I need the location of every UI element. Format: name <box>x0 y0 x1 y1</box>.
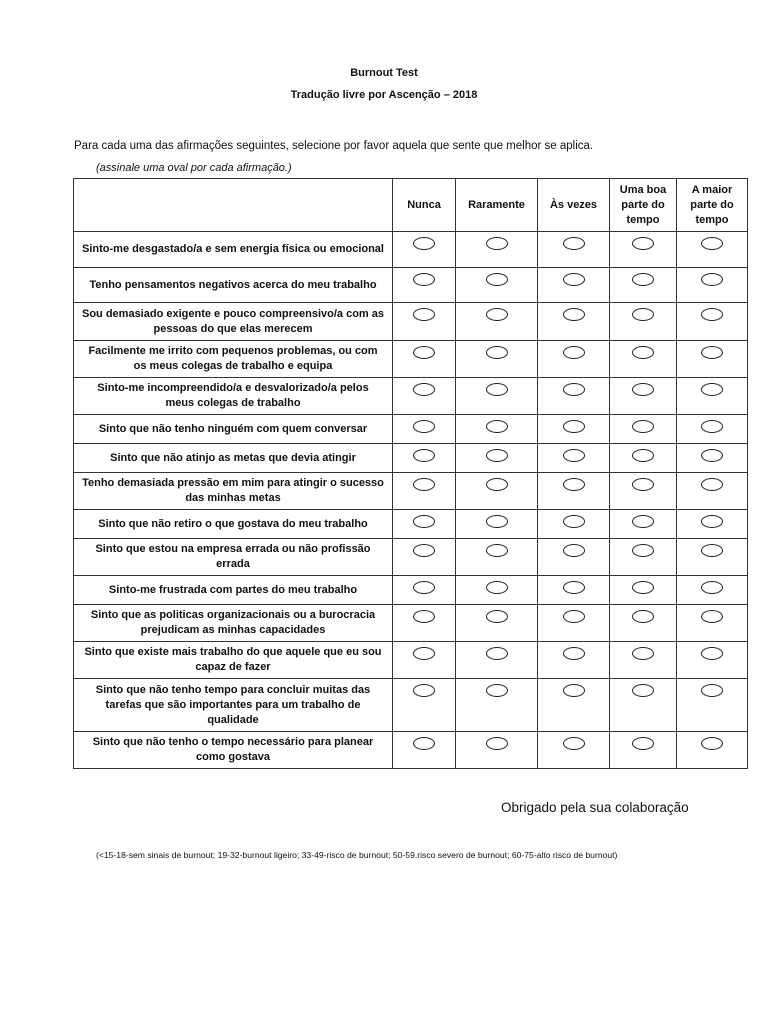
thank-you-note: Obrigado pela sua colaboração <box>501 800 689 815</box>
option-cell-a-maior-parte <box>677 732 748 769</box>
answer-oval-a-maior-parte[interactable] <box>701 544 723 557</box>
option-cell-as-vezes <box>538 303 610 341</box>
option-cell-uma-boa-parte <box>610 415 677 444</box>
option-cell-uma-boa-parte <box>610 539 677 576</box>
option-cell-as-vezes <box>538 732 610 769</box>
statement-row <box>74 303 748 341</box>
answer-oval-a-maior-parte[interactable] <box>701 449 723 462</box>
option-cell-a-maior-parte <box>677 444 748 473</box>
answer-oval-raramente[interactable] <box>486 273 508 286</box>
answer-oval-raramente[interactable] <box>486 610 508 623</box>
option-cell-a-maior-parte <box>677 473 748 510</box>
answer-oval-as-vezes[interactable] <box>563 478 585 491</box>
answer-oval-nunca[interactable] <box>413 237 435 250</box>
statement-row <box>74 378 748 415</box>
answer-oval-nunca[interactable] <box>413 449 435 462</box>
answer-oval-uma-boa-parte[interactable] <box>632 737 654 750</box>
header-row <box>74 179 748 232</box>
option-cell-raramente <box>456 679 538 732</box>
answer-oval-uma-boa-parte[interactable] <box>632 420 654 433</box>
option-cell-raramente <box>456 268 538 303</box>
column-header-a-maior-parte <box>677 179 748 232</box>
answer-oval-raramente[interactable] <box>486 308 508 321</box>
answer-oval-uma-boa-parte[interactable] <box>632 237 654 250</box>
answer-oval-as-vezes[interactable] <box>563 647 585 660</box>
statement-text: Tenho pensamentos negativos acerca do meu trabalho <box>74 268 393 303</box>
column-header-uma-boa-parte-label: Uma boa parte do tempo <box>619 183 667 226</box>
statement-row <box>74 605 748 642</box>
answer-oval-a-maior-parte[interactable] <box>701 308 723 321</box>
statement-row <box>74 444 748 473</box>
statement-text: Tenho demasiada pressão em mim para atingir o sucesso das minhas metas <box>74 473 393 510</box>
burnout-questionnaire-table <box>73 178 748 769</box>
answer-oval-a-maior-parte[interactable] <box>701 383 723 396</box>
option-cell-nunca <box>393 642 456 679</box>
option-cell-as-vezes <box>538 378 610 415</box>
option-cell-a-maior-parte <box>677 268 748 303</box>
answer-oval-as-vezes[interactable] <box>563 610 585 623</box>
answer-oval-as-vezes[interactable] <box>563 581 585 594</box>
option-cell-uma-boa-parte <box>610 232 677 268</box>
option-cell-uma-boa-parte <box>610 510 677 539</box>
option-cell-raramente <box>456 415 538 444</box>
option-cell-a-maior-parte <box>677 303 748 341</box>
option-cell-nunca <box>393 303 456 341</box>
answer-oval-as-vezes[interactable] <box>563 420 585 433</box>
statement-row <box>74 642 748 679</box>
answer-oval-raramente[interactable] <box>486 237 508 250</box>
statement-text: Sinto que estou na empresa errada ou não profissão errada <box>74 539 393 576</box>
option-cell-nunca <box>393 510 456 539</box>
answer-oval-as-vezes[interactable] <box>563 273 585 286</box>
statement-row <box>74 510 748 539</box>
answer-oval-nunca[interactable] <box>413 383 435 396</box>
statement-text: Sinto-me desgastado/a e sem energia física ou emocional <box>74 232 393 268</box>
answer-oval-uma-boa-parte[interactable] <box>632 515 654 528</box>
answer-oval-raramente[interactable] <box>486 346 508 359</box>
statement-text: Sinto que não tenho tempo para concluir muitas das tarefas que são importantes para um trabalho de qualidade <box>74 679 393 732</box>
option-cell-as-vezes <box>538 232 610 268</box>
answer-oval-a-maior-parte[interactable] <box>701 420 723 433</box>
answer-oval-a-maior-parte[interactable] <box>701 737 723 750</box>
answer-oval-nunca[interactable] <box>413 610 435 623</box>
option-cell-raramente <box>456 473 538 510</box>
option-cell-nunca <box>393 268 456 303</box>
answer-oval-as-vezes[interactable] <box>563 544 585 557</box>
option-cell-uma-boa-parte <box>610 679 677 732</box>
answer-oval-as-vezes[interactable] <box>563 684 585 697</box>
instructions-hint: (assinale uma oval por cada afirmação.) <box>96 162 292 174</box>
answer-oval-nunca[interactable] <box>413 420 435 433</box>
statement-text: Sinto que as politicas organizacionais ou a burocracia prejudicam as minhas capacidades <box>74 605 393 642</box>
option-cell-a-maior-parte <box>677 642 748 679</box>
answer-oval-as-vezes[interactable] <box>563 308 585 321</box>
statement-header <box>74 179 393 232</box>
answer-oval-as-vezes[interactable] <box>563 515 585 528</box>
column-header-uma-boa-parte <box>610 179 677 232</box>
answer-oval-as-vezes[interactable] <box>563 383 585 396</box>
answer-oval-nunca[interactable] <box>413 544 435 557</box>
option-cell-a-maior-parte <box>677 415 748 444</box>
option-cell-raramente <box>456 539 538 576</box>
answer-oval-raramente[interactable] <box>486 383 508 396</box>
option-cell-nunca <box>393 679 456 732</box>
answer-oval-a-maior-parte[interactable] <box>701 581 723 594</box>
answer-oval-uma-boa-parte[interactable] <box>632 346 654 359</box>
option-cell-as-vezes <box>538 605 610 642</box>
statement-row <box>74 576 748 605</box>
document-subtitle: Tradução livre por Ascenção – 2018 <box>290 89 478 101</box>
option-cell-nunca <box>393 473 456 510</box>
option-cell-nunca <box>393 415 456 444</box>
option-cell-as-vezes <box>538 415 610 444</box>
answer-oval-nunca[interactable] <box>413 515 435 528</box>
answer-oval-nunca[interactable] <box>413 478 435 491</box>
option-cell-a-maior-parte <box>677 378 748 415</box>
option-cell-nunca <box>393 576 456 605</box>
answer-oval-nunca[interactable] <box>413 737 435 750</box>
answer-oval-a-maior-parte[interactable] <box>701 610 723 623</box>
option-cell-as-vezes <box>538 576 610 605</box>
option-cell-nunca <box>393 605 456 642</box>
answer-oval-uma-boa-parte[interactable] <box>632 647 654 660</box>
answer-oval-uma-boa-parte[interactable] <box>632 610 654 623</box>
statement-text: Sinto que não tenho ninguém com quem conversar <box>74 415 393 444</box>
statement-text: Sou demasiado exigente e pouco compreensivo/a com as pessoas do que elas merecem <box>74 303 393 341</box>
option-cell-as-vezes <box>538 473 610 510</box>
option-cell-uma-boa-parte <box>610 341 677 378</box>
option-cell-uma-boa-parte <box>610 473 677 510</box>
option-cell-uma-boa-parte <box>610 576 677 605</box>
document-title: Burnout Test <box>350 67 418 79</box>
option-cell-raramente <box>456 303 538 341</box>
answer-oval-raramente[interactable] <box>486 581 508 594</box>
option-cell-raramente <box>456 341 538 378</box>
answer-oval-uma-boa-parte[interactable] <box>632 581 654 594</box>
option-cell-as-vezes <box>538 268 610 303</box>
answer-oval-raramente[interactable] <box>486 647 508 660</box>
option-cell-raramente <box>456 732 538 769</box>
option-cell-a-maior-parte <box>677 679 748 732</box>
column-header-raramente: Raramente <box>456 179 538 232</box>
option-cell-raramente <box>456 510 538 539</box>
column-header-a-maior-parte-label: A maior parte do tempo <box>690 183 734 226</box>
answer-oval-a-maior-parte[interactable] <box>701 647 723 660</box>
statement-text: Sinto que existe mais trabalho do que aquele que eu sou capaz de fazer <box>74 642 393 679</box>
answer-oval-as-vezes[interactable] <box>563 449 585 462</box>
option-cell-a-maior-parte <box>677 232 748 268</box>
answer-oval-uma-boa-parte[interactable] <box>632 308 654 321</box>
option-cell-nunca <box>393 444 456 473</box>
answer-oval-uma-boa-parte[interactable] <box>632 449 654 462</box>
option-cell-uma-boa-parte <box>610 268 677 303</box>
option-cell-a-maior-parte <box>677 605 748 642</box>
statement-row <box>74 473 748 510</box>
option-cell-nunca <box>393 341 456 378</box>
answer-oval-nunca[interactable] <box>413 308 435 321</box>
answer-oval-raramente[interactable] <box>486 478 508 491</box>
answer-oval-uma-boa-parte[interactable] <box>632 273 654 286</box>
option-cell-as-vezes <box>538 642 610 679</box>
statement-row <box>74 415 748 444</box>
option-cell-uma-boa-parte <box>610 642 677 679</box>
answer-oval-a-maior-parte[interactable] <box>701 478 723 491</box>
statement-row <box>74 232 748 268</box>
statement-row <box>74 539 748 576</box>
option-cell-a-maior-parte <box>677 576 748 605</box>
option-cell-as-vezes <box>538 539 610 576</box>
option-cell-nunca <box>393 232 456 268</box>
answer-oval-raramente[interactable] <box>486 544 508 557</box>
statement-text: Sinto que não atinjo as metas que devia atingir <box>74 444 393 473</box>
option-cell-as-vezes <box>538 444 610 473</box>
answer-oval-uma-boa-parte[interactable] <box>632 383 654 396</box>
answer-oval-raramente[interactable] <box>486 449 508 462</box>
answer-oval-a-maior-parte[interactable] <box>701 273 723 286</box>
answer-oval-as-vezes[interactable] <box>563 737 585 750</box>
answer-oval-as-vezes[interactable] <box>563 346 585 359</box>
answer-oval-a-maior-parte[interactable] <box>701 237 723 250</box>
answer-oval-raramente[interactable] <box>486 420 508 433</box>
answer-oval-nunca[interactable] <box>413 346 435 359</box>
option-cell-as-vezes <box>538 341 610 378</box>
answer-oval-nunca[interactable] <box>413 684 435 697</box>
statement-text: Facilmente me irrito com pequenos problemas, ou com os meus colegas de trabalho e equipa <box>74 341 393 378</box>
option-cell-raramente <box>456 232 538 268</box>
statement-row <box>74 341 748 378</box>
answer-oval-uma-boa-parte[interactable] <box>632 478 654 491</box>
option-cell-as-vezes <box>538 510 610 539</box>
scoring-legend: (<15-18-sem sinais de burnout; 19-32-burnout ligeiro; 33-49-risco de burnout; 50-59.risco severo de burnout; 60-75-alto risco de burnout) <box>96 850 618 860</box>
statement-text: Sinto que não tenho o tempo necessário para planear como gostava <box>74 732 393 769</box>
option-cell-nunca <box>393 732 456 769</box>
option-cell-a-maior-parte <box>677 539 748 576</box>
option-cell-uma-boa-parte <box>610 605 677 642</box>
answer-oval-uma-boa-parte[interactable] <box>632 544 654 557</box>
option-cell-nunca <box>393 378 456 415</box>
answer-oval-a-maior-parte[interactable] <box>701 684 723 697</box>
statement-text: Sinto-me incompreendido/a e desvalorizado/a pelos meus colegas de trabalho <box>74 378 393 415</box>
option-cell-raramente <box>456 576 538 605</box>
option-cell-raramente <box>456 605 538 642</box>
answer-oval-nunca[interactable] <box>413 273 435 286</box>
answer-oval-as-vezes[interactable] <box>563 237 585 250</box>
answer-oval-a-maior-parte[interactable] <box>701 515 723 528</box>
column-header-as-vezes: Às vezes <box>538 179 610 232</box>
statement-text: Sinto-me frustrada com partes do meu trabalho <box>74 576 393 605</box>
option-cell-uma-boa-parte <box>610 303 677 341</box>
answer-oval-raramente[interactable] <box>486 684 508 697</box>
option-cell-as-vezes <box>538 679 610 732</box>
option-cell-a-maior-parte <box>677 341 748 378</box>
answer-oval-nunca[interactable] <box>413 647 435 660</box>
option-cell-uma-boa-parte <box>610 732 677 769</box>
answer-oval-uma-boa-parte[interactable] <box>632 684 654 697</box>
option-cell-raramente <box>456 444 538 473</box>
option-cell-nunca <box>393 539 456 576</box>
option-cell-a-maior-parte <box>677 510 748 539</box>
statement-row <box>74 268 748 303</box>
statement-text: Sinto que não retiro o que gostava do meu trabalho <box>74 510 393 539</box>
answer-oval-a-maior-parte[interactable] <box>701 346 723 359</box>
column-header-nunca: Nunca <box>393 179 456 232</box>
answer-oval-raramente[interactable] <box>486 737 508 750</box>
instructions-text: Para cada uma das afirmações seguintes, selecione por favor aquela que sente que melhor se aplica. <box>74 140 594 152</box>
option-cell-uma-boa-parte <box>610 378 677 415</box>
answer-oval-raramente[interactable] <box>486 515 508 528</box>
statement-row <box>74 679 748 732</box>
answer-oval-nunca[interactable] <box>413 581 435 594</box>
option-cell-uma-boa-parte <box>610 444 677 473</box>
statement-row <box>74 732 748 769</box>
option-cell-raramente <box>456 642 538 679</box>
option-cell-raramente <box>456 378 538 415</box>
